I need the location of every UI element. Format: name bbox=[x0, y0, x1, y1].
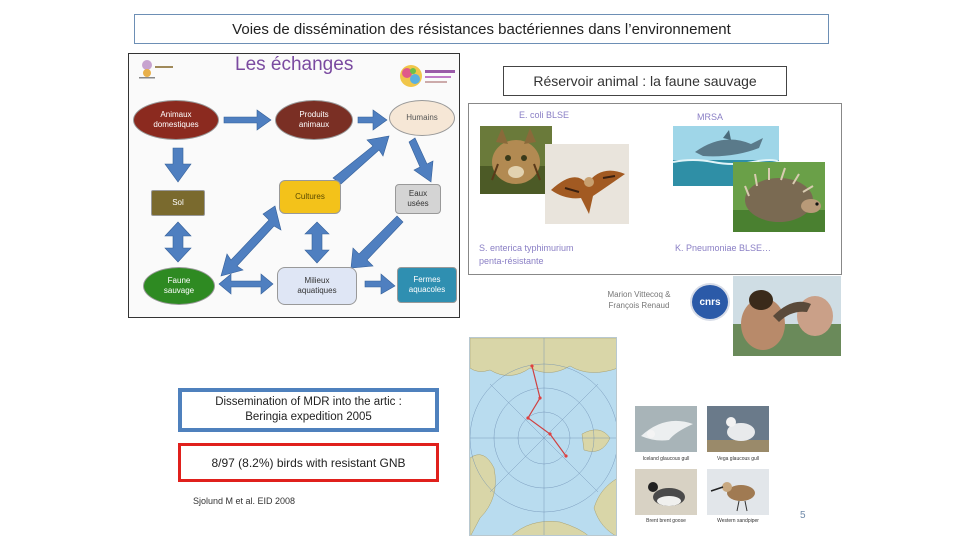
node-eaux-usees bbox=[395, 184, 441, 214]
cnrs-logo: cnrs bbox=[690, 283, 730, 321]
node-label: Sol bbox=[172, 198, 184, 207]
dissemination-line: Dissemination of MDR into the artic : bbox=[215, 396, 402, 408]
sandpiper-photo bbox=[707, 469, 769, 515]
kite-bird-photo bbox=[545, 144, 629, 224]
arrow-sol-faune bbox=[165, 222, 191, 262]
gull-photo-1 bbox=[635, 406, 697, 452]
hedgehog-photo bbox=[733, 162, 825, 232]
dissemination-box bbox=[178, 388, 439, 432]
arrow-faune-milieux bbox=[219, 274, 273, 294]
bird-caption: Brent brent goose bbox=[646, 518, 686, 524]
node-label: aquacoles bbox=[408, 285, 446, 294]
arrow-eaux-milieux bbox=[351, 216, 403, 268]
wildlife-reservoir-title: Réservoir animal : la faune sauvage bbox=[503, 66, 787, 96]
node-faune-sauvage bbox=[143, 267, 215, 305]
bird-caption: Western sandpiper bbox=[717, 518, 759, 524]
goose-photo bbox=[635, 469, 697, 515]
bird-caption: Vega glaucous gull bbox=[717, 456, 759, 462]
researchers-bird-photo bbox=[733, 276, 841, 356]
node-label: animaux bbox=[298, 120, 330, 129]
node-label: Produits bbox=[299, 110, 329, 119]
page-number: 5 bbox=[800, 510, 806, 521]
expedition-line: Beringia expedition 2005 bbox=[245, 411, 372, 423]
node-label: Eaux bbox=[408, 189, 428, 198]
node-cultures bbox=[279, 180, 341, 214]
node-sol bbox=[151, 190, 205, 216]
arrow-produits-humains bbox=[358, 110, 387, 130]
authors bbox=[596, 289, 682, 311]
bird-caption: Iceland glaucous gull bbox=[642, 456, 690, 462]
citation: Sjolund M et al. EID 2008 bbox=[193, 496, 296, 506]
node-label: Fermes bbox=[413, 275, 441, 284]
arctic-map bbox=[469, 337, 617, 536]
diagram-title: Les échanges bbox=[235, 54, 354, 75]
arrow-animaux-produits bbox=[224, 110, 271, 130]
node-animaux-domestiques bbox=[133, 100, 219, 140]
resistance-result-box: 8/97 (8.2%) birds with resistant GNB bbox=[178, 443, 439, 482]
label-ecoli: E. coli BLSE bbox=[519, 110, 570, 120]
arrow-animaux-sol bbox=[165, 148, 191, 182]
wildlife-panel bbox=[468, 103, 842, 275]
node-humains bbox=[389, 100, 455, 136]
arrow-fermes-milieux bbox=[365, 274, 395, 294]
node-fermes-aquacoles bbox=[397, 267, 457, 303]
node-produits-animaux bbox=[275, 100, 353, 140]
label-penta-resistante: penta-résistante bbox=[479, 256, 544, 266]
node-label: domestiques bbox=[153, 120, 199, 129]
exchanges-diagram bbox=[128, 53, 460, 318]
arrow-humains-eaux bbox=[409, 138, 433, 182]
node-label: Humains bbox=[406, 113, 438, 122]
node-label: aquatiques bbox=[297, 286, 337, 295]
author-line: Marion Vittecoq & bbox=[607, 290, 671, 299]
author-line: François Renaud bbox=[608, 301, 670, 310]
arrow-cultures-milieux bbox=[305, 222, 329, 263]
label-klebsiella: K. Pneumoniae BLSE… bbox=[675, 243, 772, 253]
node-milieux-aquatiques bbox=[277, 267, 357, 305]
node-label: Faune bbox=[167, 276, 191, 285]
node-label: Animaux bbox=[160, 110, 192, 119]
arrow-cultures-humains bbox=[333, 136, 389, 184]
node-label: Cultures bbox=[295, 192, 325, 201]
gull-photo-2 bbox=[707, 406, 769, 452]
node-label: Milieux bbox=[304, 276, 330, 285]
label-salmonella: S. enterica typhimurium bbox=[479, 243, 574, 253]
slide-title: Voies de dissémination des résistances bactériennes dans l’environnement bbox=[134, 14, 829, 44]
node-label: sauvage bbox=[163, 286, 195, 295]
label-mrsa: MRSA bbox=[697, 112, 724, 122]
arrow-cultures-faune bbox=[221, 206, 281, 276]
node-label: usées bbox=[407, 199, 429, 208]
lynx-photo bbox=[480, 126, 552, 194]
